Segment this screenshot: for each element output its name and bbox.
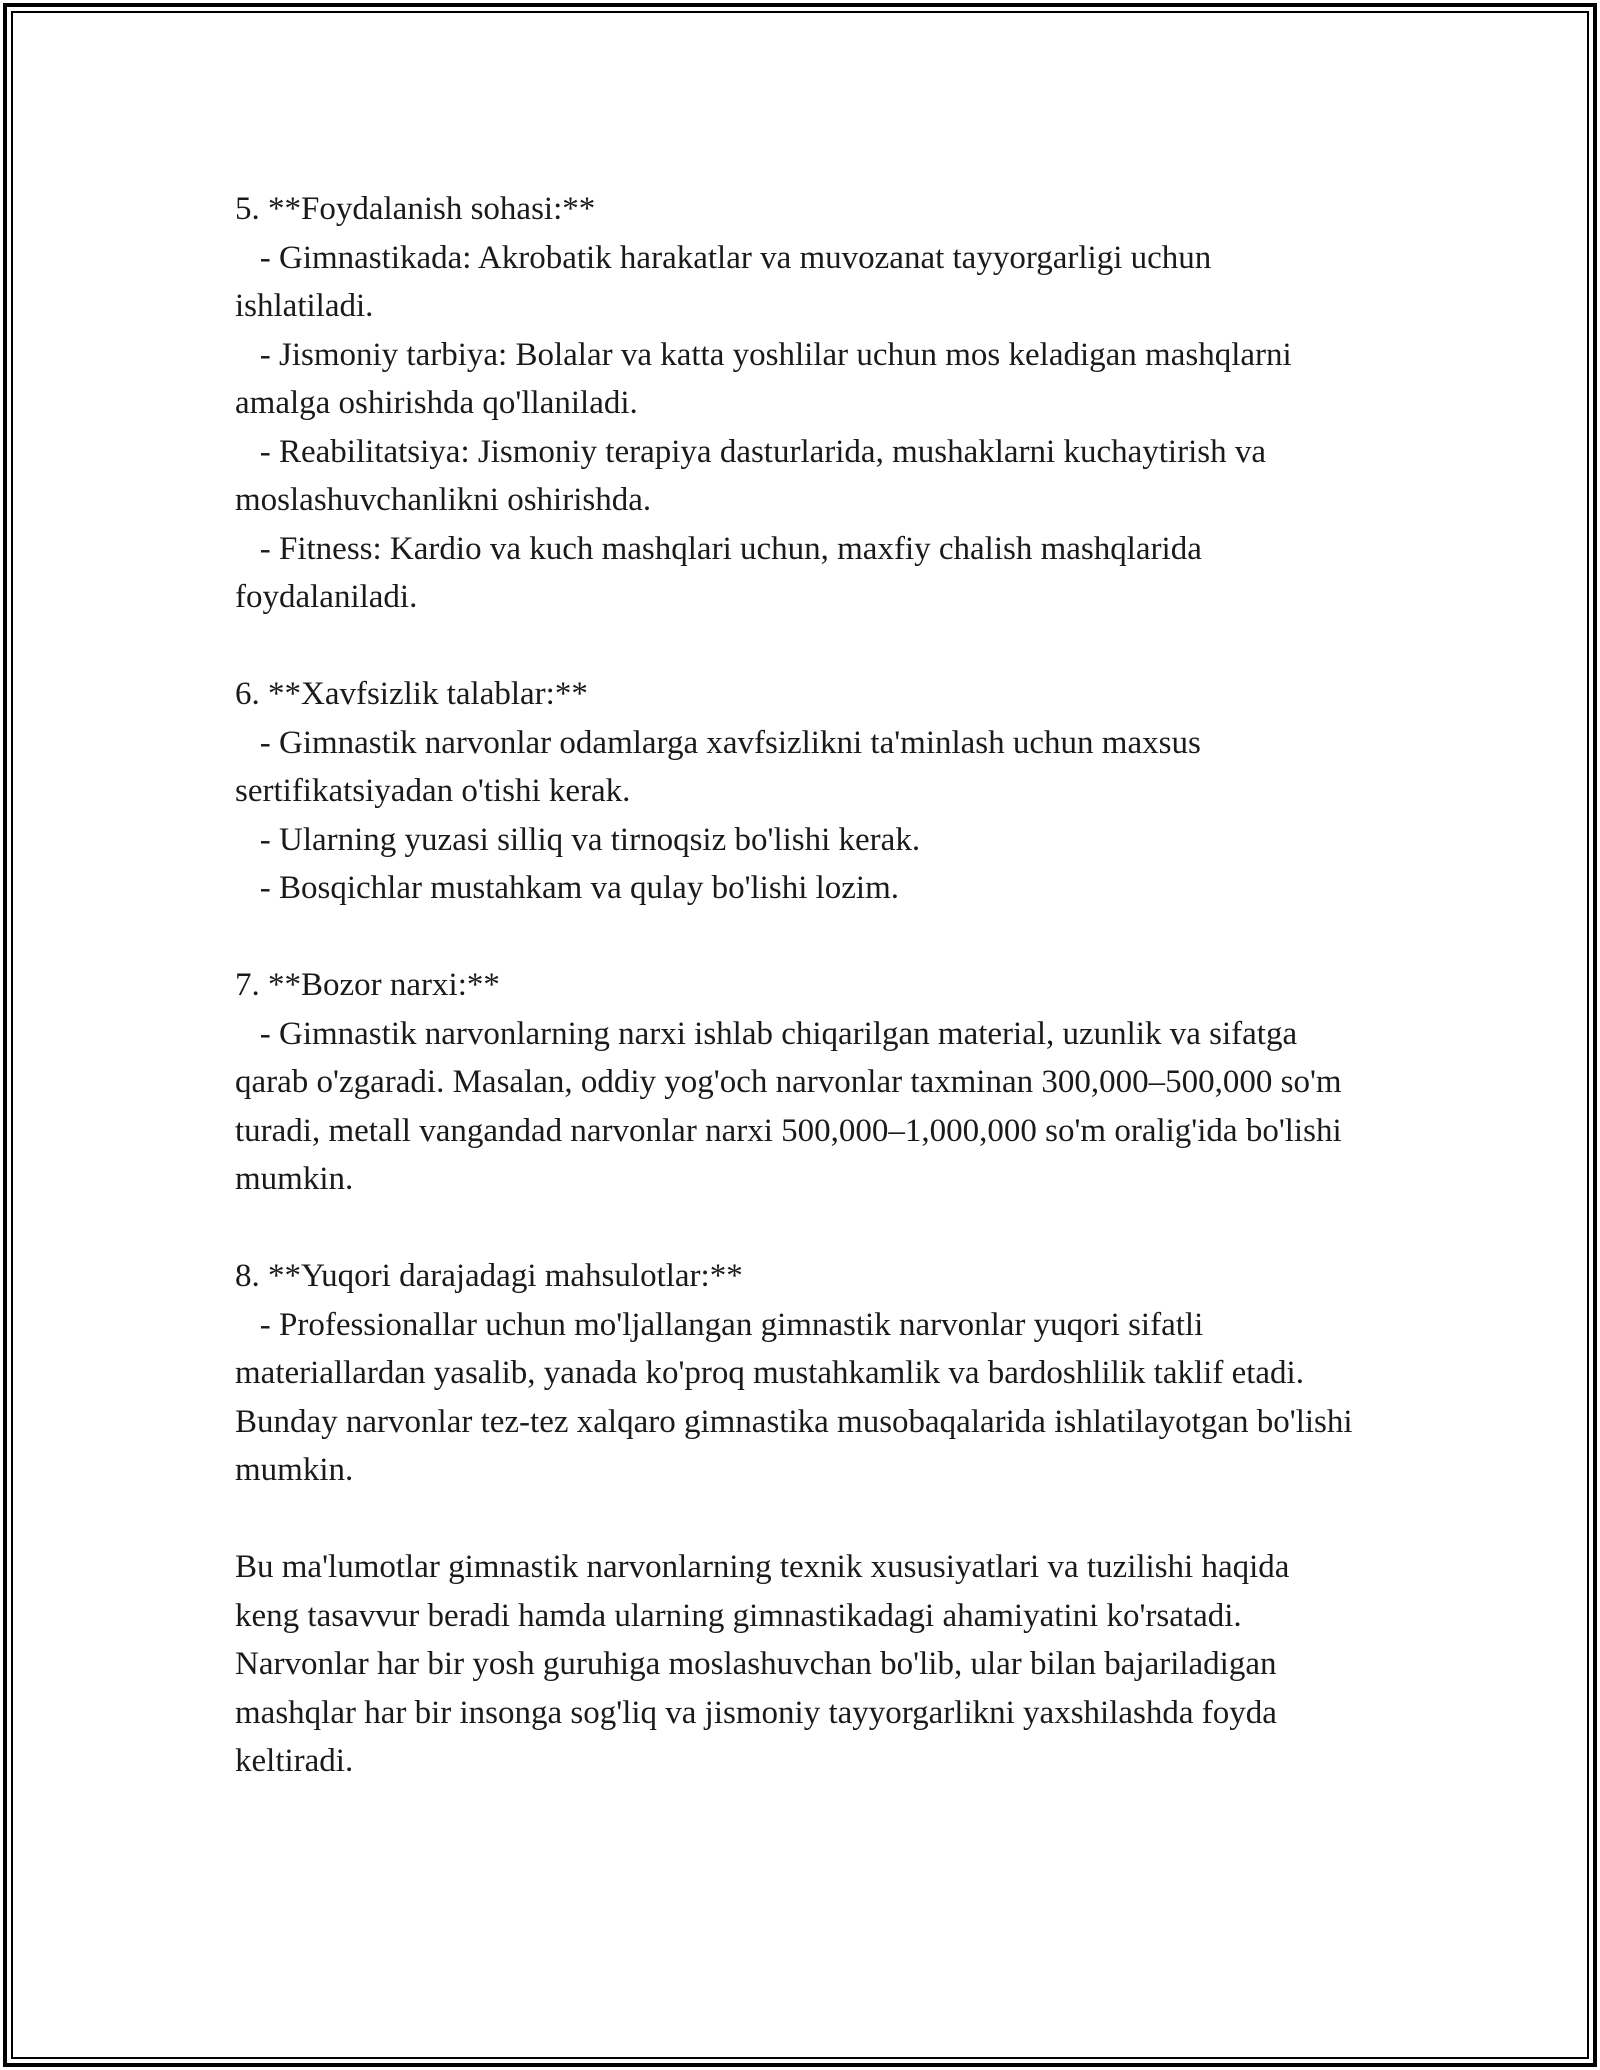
closing-paragraph: Bu ma'lumotlar gimnastik narvonlarning texnik xususiyatlari va tuzilishi haqida keng tasavvur beradi hamda ularning gimnastikadagi ahamiyatini ko'rsatadi. Narvonlar har bir yosh guruhiga moslashuvchan bo'lib, ular bilan bajariladigan mashqlar har bir insonga sog'liq va jismoniy tayyorgarlikni yaxshilashda foyda keltiradi. [235, 1549, 1290, 1779]
section-heading: 6. **Xavfsizlik talablar:** [235, 676, 588, 712]
list-item: - Jismoniy tarbiya: Bolalar va katta yoshlilar uchun mos keladigan mashqlarni amalga oshirishda qo'llaniladi. [235, 336, 1300, 421]
list-item: - Fitness: Kardio va kuch mashqlari uchun, maxfiy chalish mashqlarida foydalaniladi. [235, 530, 1211, 615]
section-heading: 8. **Yuqori darajadagi mahsulotlar:** [235, 1258, 743, 1294]
section-premium-products [235, 1252, 1361, 1495]
list-item: - Professionallar uchun mo'ljallangan gimnastik narvonlar yuqori sifatli materiallardan yasalib, yanada ko'proq mustahkamlik va bardoshlilik taklif etadi. Bunday narvonlar tez-tez xalqaro gimnastika musobaqalarida ishlatilayotgan bo'lishi mumkin. [235, 1306, 1361, 1488]
list-item: - Reabilitatsiya: Jismoniy terapiya dasturlarida, mushaklarni kuchaytirish va moslashuvchanlikni oshirishda. [235, 433, 1275, 518]
section-safety-requirements [235, 670, 1355, 913]
list-item: - Bosqichlar mustahkam va qulay bo'lishi lozim. [235, 870, 900, 906]
list-item: - Gimnastikada: Akrobatik harakatlar va muvozanat tayyorgarligi uchun ishlatiladi. [235, 239, 1220, 324]
section-usage-areas [235, 185, 1355, 622]
list-item: - Gimnastik narvonlar odamlarga xavfsizlikni ta'minlash uchun maxsus sertifikatsiyadan o'tishi kerak. [235, 724, 1210, 809]
list-item: - Ularning yuzasi silliq va tirnoqsiz bo'lishi kerak. [235, 821, 921, 858]
section-market-price [235, 961, 1355, 1204]
section-heading: 7. **Bozor narxi:** [235, 967, 500, 1003]
section-heading: 5. **Foydalanish sohasi:** [235, 191, 596, 227]
document-body [235, 185, 1361, 1786]
list-item: - Gimnastik narvonlarning narxi ishlab chiqarilgan material, uzunlik va sifatga qarab o'zgaradi. Masalan, oddiy yog'och narvonlar taxminan 300,000–500,000 so'm turadi, metall vangandad narvonlar narxi 500,000–1,000,000 so'm oralig'ida bo'lishi mumkin. [235, 1015, 1350, 1197]
